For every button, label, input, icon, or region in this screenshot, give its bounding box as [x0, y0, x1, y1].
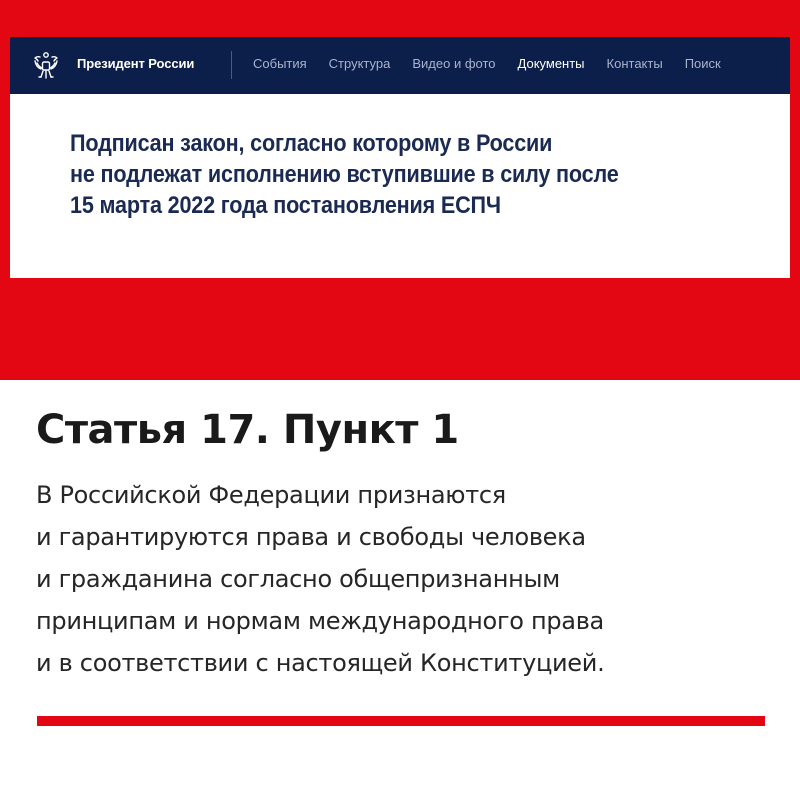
nav-item-video-photo[interactable]: Видео и фото [412, 56, 496, 71]
article-text: В Российской Федерации признаются и гарантируются права и свободы человека и гражданина согласно общепризнанным принципам и нормам международного права и в соответствии с настоящей Конституцией. [36, 481, 605, 677]
bottom-divider [37, 716, 765, 726]
nav-item-events[interactable]: События [253, 56, 307, 71]
news-headline[interactable]: Подписан закон, согласно которому в России не подлежат исполнению вступившие в силу после 15 марта 2022 года постановления ЕСПЧ [70, 130, 619, 219]
double-headed-eagle-emblem-icon[interactable] [32, 51, 60, 81]
nav-menu [253, 56, 721, 71]
nav-item-search[interactable]: Поиск [684, 56, 721, 71]
nav-item-structure[interactable]: Структура [328, 56, 391, 71]
site-name[interactable]: Президент России [77, 56, 195, 71]
nav-item-contacts[interactable]: Контакты [606, 56, 663, 71]
nav-item-documents[interactable]: Документы [517, 56, 585, 71]
article-title: Статья 17. Пункт 1 [36, 407, 459, 453]
nav-divider [231, 51, 232, 79]
site-navigation-bar [10, 37, 790, 94]
website-screenshot [10, 37, 790, 278]
